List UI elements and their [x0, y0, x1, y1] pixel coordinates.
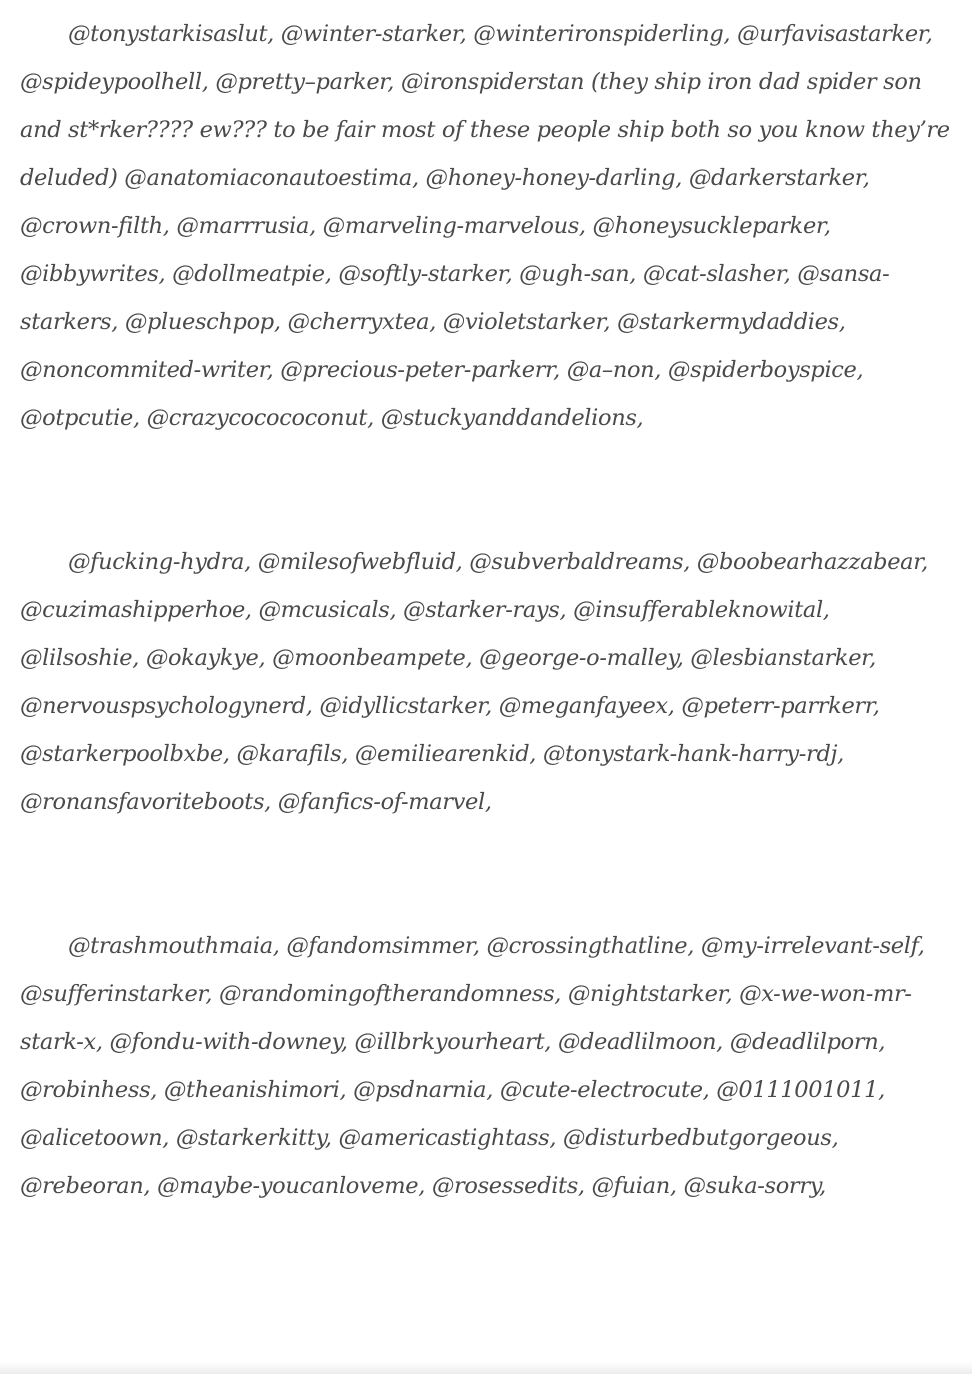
tag-paragraph-3: @trashmouthmaia, @fandomsimmer, @crossingthatline, @my-irrelevant-self, @sufferinstarker, @randomingoftherandomness, @nightstarker, @x-we-won-mr-stark-x, @fondu-with-downey, @illbrkyourheart, @deadlilmoon, @deadlilporn, @robinhess, @theanishimori, @psdnarnia, @cute-electrocute, @0111001011, @alicetoown, @starkerkitty, @americastightass, @disturbedbutgorgeous, @rebeoran, @maybe-youcanloveme, @rosessedits, @fuian, @suka-sorry,: [20, 933, 925, 1199]
tag-paragraph-2: @fucking-hydra, @milesofwebfluid, @subverbaldreams, @boobearhazzabear, @cuzimashipperhoe, @mcusicals, @starker-rays, @insufferableknowital, @lilsoshie, @okaykye, @moonbeampete, @george-o-malley, @lesbianstarker, @nervouspsychologynerd, @idyllicstarker, @meganfayeex, @peterr-parrkerr, @starkerpoolbxbe, @karafils, @emiliearenkid, @tonystark-hank-harry-rdj, @ronansfavoriteboots, @fanfics-of-marvel,: [20, 549, 928, 815]
bottom-edge-shadow: [0, 1362, 972, 1374]
tag-paragraph-1: @tonystarkisaslut, @winter-starker, @winterironspiderling, @urfavisastarker, @spideypoolhell, @pretty–parker, @ironspiderstan (they ship iron dad spider son and st*rker???? ew??? to be fair most of these people ship both so you know they’re deluded) @anatomiaconautoestima, @honey-honey-darling, @darkerstarker, @crown-filth, @marrrusia, @marveling-marvelous, @honeysuckleparker, @ibbywrites, @dollmeatpie, @softly-starker, @ugh-san, @cat-slasher, @sansa-starkers, @plueschpop, @cherryxtea, @violetstarker, @starkermydaddies, @noncommited-writer, @precious-peter-parkerr, @a–non, @spiderboyspice, @otpcutie, @crazycocococonut, @stuckyanddandelions,: [20, 21, 950, 431]
tag-list-document: [20, 10, 952, 1210]
